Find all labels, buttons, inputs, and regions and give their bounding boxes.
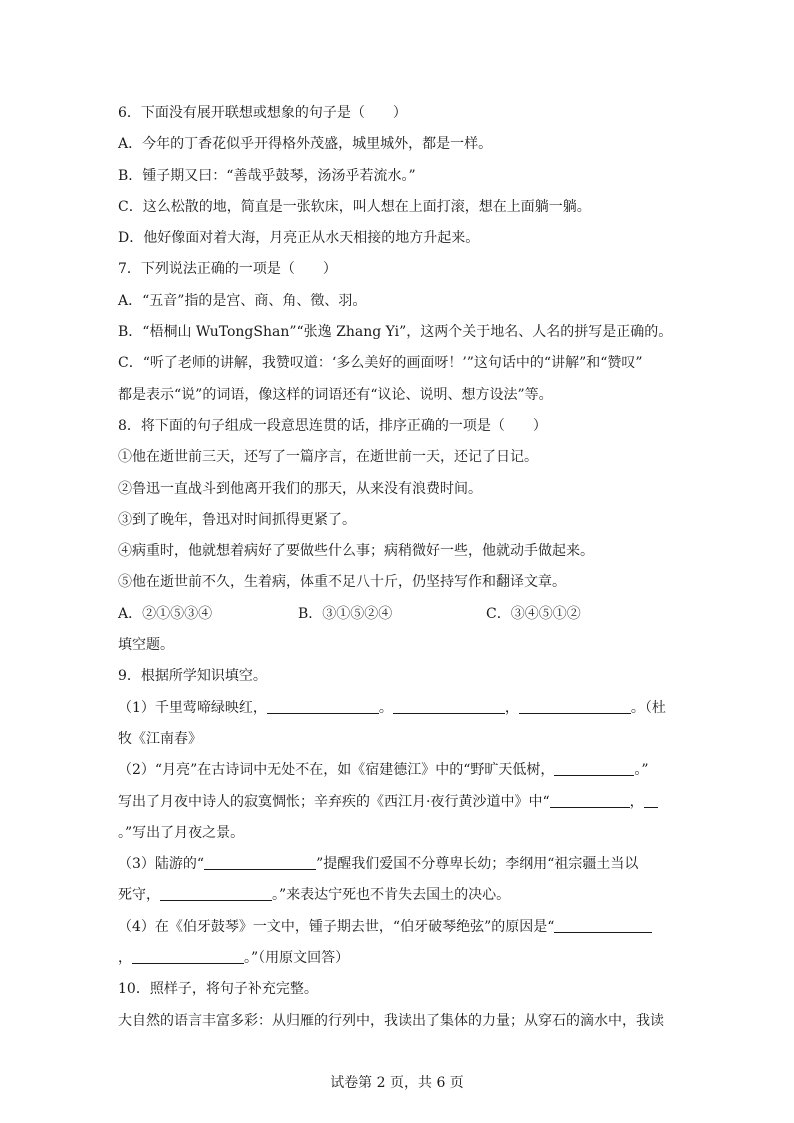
q6-option-c: C．这么松散的地，简直是一张软床，叫人想在上面打滚，想在上面躺一躺。 <box>118 198 591 215</box>
answer-blank[interactable] <box>393 699 505 714</box>
answer-blank[interactable] <box>644 793 658 808</box>
q8-sentence-1: ①他在逝世前三天，还写了一篇序言，在逝世前一天，还记了日记。 <box>118 449 538 466</box>
q9-part3-line1 <box>118 849 678 880</box>
q9-part1-line1 <box>118 693 678 724</box>
q7-option-c-line2: 都是表示“说”的词语，像这样的词语还有“议论、说明、想方设法”等。 <box>118 386 553 403</box>
q8-option-a: A．②①⑤③④ <box>118 605 213 622</box>
q6-option-a: A．今年的丁香花似乎开得格外茂盛，城里城外，都是一样。 <box>118 136 493 153</box>
q9-part2-line2 <box>118 787 678 818</box>
q9-part2-text-d: ， <box>629 793 644 810</box>
q8-option-c: C．③④⑤①② <box>486 605 581 622</box>
q9-part1-text-c: ， <box>504 699 519 716</box>
q9-part4-text-c: 。”（用原文回答） <box>244 950 350 967</box>
q9-part2-line3: 。”写出了月夜之景。 <box>118 824 245 841</box>
answer-blank[interactable] <box>554 761 634 776</box>
answer-blank[interactable] <box>550 793 630 808</box>
q9-part3-text-c: 死守， <box>118 887 160 904</box>
q7-option-b: B．“梧桐山 WuTongShan”“张逸 Zhang Yi”，这两个关于地名、人名的拼写是正确的。 <box>118 324 673 341</box>
q7-option-a: A．“五音”指的是宫、商、角、徵、羽。 <box>118 292 367 309</box>
q9-part3-text-d: 。”来表达宁死也不肯失去国土的决心。 <box>272 887 511 904</box>
q9-part4-line1 <box>118 912 678 943</box>
q9-part3-text-a: （3）陆游的“ <box>118 856 205 873</box>
q9-part4-text-b: ， <box>118 950 132 967</box>
q9-part1-line2: 牧《江南春》 <box>118 730 202 747</box>
q8-sentence-4: ④病重时，他就想着病好了要做些什么事；病稍微好一些，他就动手做起来。 <box>118 543 594 560</box>
answer-blank[interactable] <box>267 699 379 714</box>
q9-part2-text-b: 。” <box>634 762 649 779</box>
q8-options <box>118 599 678 630</box>
page-footer: 试卷第 2 页，共 6 页 <box>330 1075 464 1091</box>
q8-option-b: B．③①⑤②④ <box>298 605 393 622</box>
q6-option-b: B．锺子期又曰：“善哉乎鼓琴，汤汤乎若流水。” <box>118 167 416 184</box>
answer-blank[interactable] <box>519 699 631 714</box>
q8-sentence-5: ⑤他在逝世前不久，生着病，体重不足八十斤，仍坚持写作和翻译文章。 <box>118 574 566 591</box>
q9-part3-text-b: ”提醒我们爱国不分尊卑长幼；李纲用“祖宗疆土当以 <box>316 856 639 873</box>
q10-line1: 大自然的语言丰富多彩：从归雁的行列中，我读出了集体的力量；从穿石的滴水中，我读 <box>118 1012 664 1029</box>
q8-stem: 8．将下面的句子组成一段意思连贯的话，排序正确的一项是（ ） <box>118 417 547 434</box>
q9-part1-text-d: 。（杜 <box>630 699 666 716</box>
q9-part2-line1 <box>118 755 678 786</box>
answer-blank[interactable] <box>204 855 316 870</box>
q9-part4-line2 <box>118 943 678 974</box>
q9-part1-text-b: 。 <box>378 699 393 716</box>
q10-stem: 10．照样子，将句子补充完整。 <box>118 981 318 998</box>
q9-part2-text-c: 写出了月夜中诗人的寂寞惆怅；辛弃疾的《西江月·夜行黄沙道中》中“ <box>118 793 550 810</box>
q9-stem: 9．根据所学知识填空。 <box>118 668 267 685</box>
q9-part1-text-a: （1）千里莺啼绿映红， <box>118 699 267 716</box>
answer-blank[interactable] <box>132 949 244 964</box>
q6-stem: 6．下面没有展开联想或想象的句子是（ ） <box>118 105 407 121</box>
exam-content <box>118 98 678 1037</box>
q9-part3-line2 <box>118 880 678 911</box>
answer-blank[interactable] <box>160 886 272 901</box>
q8-sentence-3: ③到了晚年，鲁迅对时间抓得更紧了。 <box>118 511 356 528</box>
q7-option-c-line1: C．“听了老师的讲解，我赞叹道：‘多么美好的画面呀！’”这句话中的“讲解”和“赞叹” <box>118 355 643 372</box>
q9-part2-text-a: （2）“月亮”在古诗词中无处不在，如《宿建德江》中的“野旷天低树， <box>118 762 555 779</box>
q7-stem: 7．下列说法正确的一项是（ ） <box>118 261 337 278</box>
q6-option-d: D．他好像面对着大海，月亮正从水天相接的地方升起来。 <box>118 230 480 247</box>
q9-part4-text-a: （4）在《伯牙鼓琴》一文中，锺子期去世，“伯牙破琴绝弦”的原因是“ <box>118 918 555 935</box>
q8-sentence-2: ②鲁迅一直战斗到他离开我们的那天，从来没有浪费时间。 <box>118 480 482 497</box>
answer-blank[interactable] <box>554 918 652 933</box>
section-fill-in: 填空题。 <box>118 637 174 654</box>
